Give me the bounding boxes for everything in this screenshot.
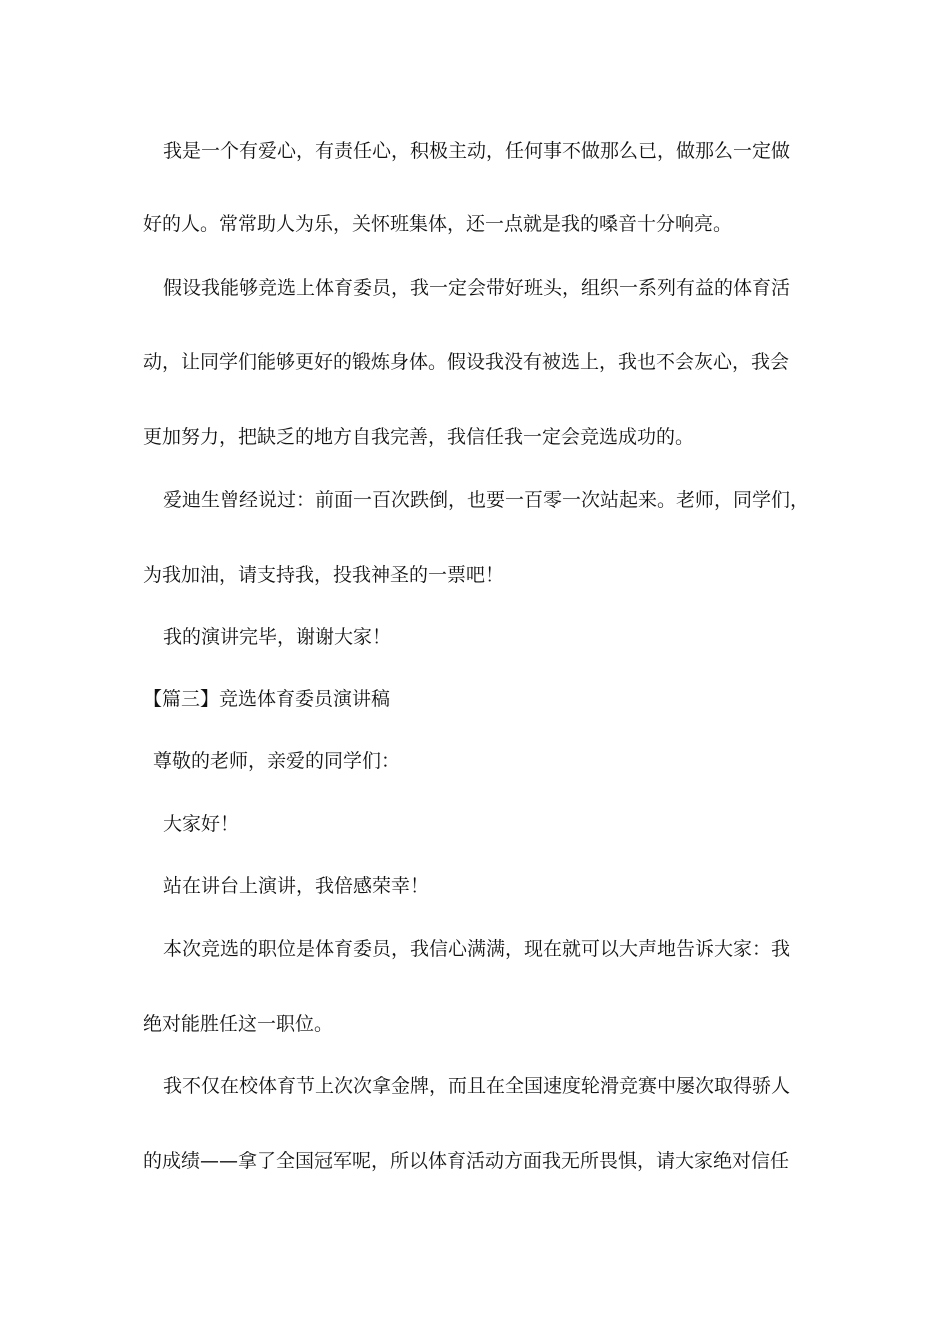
paragraph-line: 的成绩——拿了全国冠军呢，所以体育活动方面我无所畏惧，请大家绝对信任 xyxy=(143,1150,790,1172)
paragraph-line: 为我加油，请支持我，投我神圣的一票吧！ xyxy=(143,564,505,586)
paragraph-line: 我不仅在校体育节上次次拿金牌，而且在全国速度轮滑竞赛中屡次取得骄人 xyxy=(163,1075,791,1097)
paragraph-line: 爱迪生曾经说过：前面一百次跌倒，也要一百零一次站起来。老师，同学们， xyxy=(163,489,810,511)
paragraph-line: 好的人。常常助人为乐，关怀班集体，还一点就是我的嗓音十分响亮。 xyxy=(143,213,733,235)
paragraph-line: 我是一个有爱心，有责任心，积极主动，任何事不做那么已，做那么一定做 xyxy=(163,140,791,162)
paragraph-line: 站在讲台上演讲，我倍感荣幸！ xyxy=(163,875,430,897)
paragraph-line: 本次竞选的职位是体育委员，我信心满满，现在就可以大声地告诉大家：我 xyxy=(163,938,791,960)
paragraph-line: 动，让同学们能够更好的锻炼身体。假设我没有被选上，我也不会灰心，我会 xyxy=(143,351,790,373)
paragraph-line: 假设我能够竞选上体育委员，我一定会带好班头，组织一系列有益的体育活 xyxy=(163,277,791,299)
paragraph-line: 我的演讲完毕，谢谢大家！ xyxy=(163,626,392,648)
paragraph-line: 绝对能胜任这一职位。 xyxy=(143,1013,334,1035)
greeting-line: 大家好！ xyxy=(163,813,240,835)
section-heading: 【篇三】竞选体育委员演讲稿 xyxy=(143,688,391,710)
paragraph-line: 更加努力，把缺乏的地方自我完善，我信任我一定会竞选成功的。 xyxy=(143,426,695,448)
salutation-line: 尊敬的老师，亲爱的同学们： xyxy=(153,750,401,772)
